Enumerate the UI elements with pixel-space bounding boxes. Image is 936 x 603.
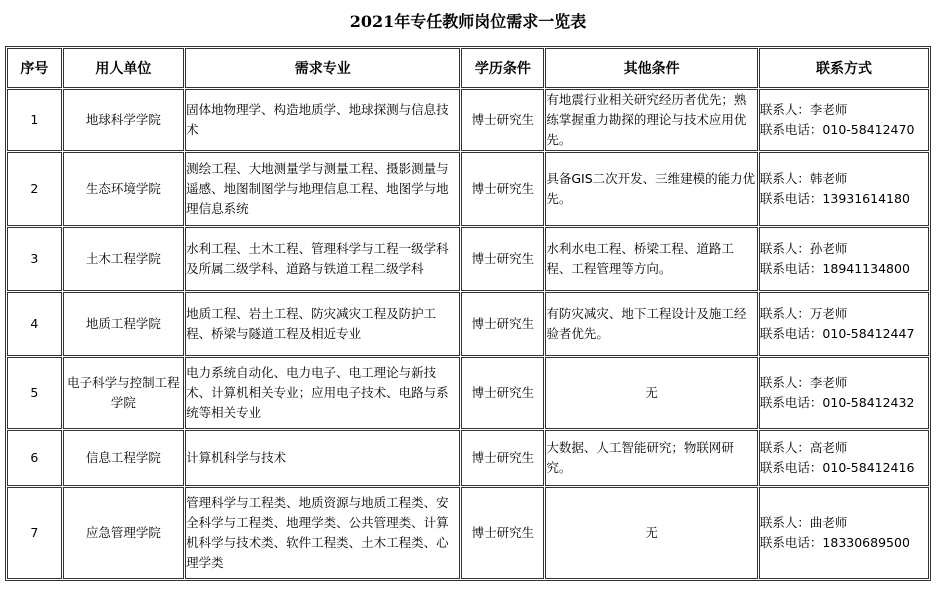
cell-other: 有防灾减灾、地下工程设计及施工经验者优先。: [545, 292, 758, 356]
cell-no: 6: [7, 430, 62, 486]
cell-degree: 博士研究生: [461, 357, 544, 429]
cell-no: 3: [7, 227, 62, 291]
cell-major: 测绘工程、大地测量学与测量工程、摄影测量与遥感、地图制图学与地理信息工程、地图学与地理信息系统: [185, 152, 460, 226]
cell-major: 管理科学与工程类、地质资源与地质工程类、安全科学与工程类、地理学类、公共管理类、计算机科学与技术类、软件工程类、土木工程类、心理学类: [185, 487, 460, 579]
contact-person: 联系人：李老师: [759, 375, 848, 390]
cell-unit: 生态环境学院: [63, 152, 184, 226]
cell-unit: 信息工程学院: [63, 430, 184, 486]
table-row: [7, 430, 929, 486]
contact-person: 联系人：孙老师: [759, 241, 848, 256]
page-title: 2021年专任教师岗位需求一览表: [349, 12, 587, 31]
table-row: [7, 152, 929, 226]
cell-contact: [759, 152, 929, 226]
cell-no: 1: [7, 89, 62, 151]
contact-person: 联系人：曲老师: [759, 515, 848, 530]
cell-unit: 地质工程学院: [63, 292, 184, 356]
cell-degree: 博士研究生: [461, 292, 544, 356]
cell-contact: [759, 227, 929, 291]
header-no: 序号: [7, 48, 62, 88]
cell-unit: 电子科学与控制工程学院: [63, 357, 184, 429]
cell-contact: [759, 430, 929, 486]
table-row: [7, 487, 929, 579]
cell-degree: 博士研究生: [461, 430, 544, 486]
cell-no: 2: [7, 152, 62, 226]
cell-other: 无: [545, 357, 758, 429]
table-row: [7, 89, 929, 151]
cell-contact: [759, 89, 929, 151]
header-major: 需求专业: [185, 48, 460, 88]
cell-unit: 应急管理学院: [63, 487, 184, 579]
cell-no: 5: [7, 357, 62, 429]
cell-other: 大数据、人工智能研究；物联网研究。: [545, 430, 758, 486]
cell-contact: [759, 292, 929, 356]
cell-other: 无: [545, 487, 758, 579]
cell-other: 水利水电工程、桥梁工程、道路工程、工程管理等方向。: [545, 227, 758, 291]
contact-person: 联系人：李老师: [759, 102, 848, 117]
header-contact: 联系方式: [759, 48, 929, 88]
cell-degree: 博士研究生: [461, 487, 544, 579]
cell-unit: 土木工程学院: [63, 227, 184, 291]
cell-major: 电力系统自动化、电力电子、电工理论与新技术、计算机相关专业；应用电子技术、电路与系统等相关专业: [185, 357, 460, 429]
contact-phone: 联系电话：010-58412432: [759, 395, 915, 410]
header-unit: 用人单位: [63, 48, 184, 88]
table-row: [7, 357, 929, 429]
cell-contact: [759, 357, 929, 429]
cell-major: 计算机科学与技术: [185, 430, 460, 486]
cell-no: 4: [7, 292, 62, 356]
contact-person: 联系人：高老师: [759, 440, 848, 455]
cell-major: 地质工程、岩土工程、防灾减灾工程及防护工程、桥梁与隧道工程及相近专业: [185, 292, 460, 356]
contact-phone: 联系电话：010-58412470: [759, 122, 915, 137]
cell-degree: 博士研究生: [461, 89, 544, 151]
table-header-row: [7, 48, 929, 88]
contact-phone: 联系电话：13931614180: [759, 191, 910, 206]
cell-other: 有地震行业相关研究经历者优先；熟练掌握重力勘探的理论与技术应用优先。: [545, 89, 758, 151]
cell-unit: 地球科学学院: [63, 89, 184, 151]
contact-person: 联系人：万老师: [759, 306, 848, 321]
cell-no: 7: [7, 487, 62, 579]
table-row: [7, 227, 929, 291]
contact-phone: 联系电话：010-58412447: [759, 326, 915, 341]
table-row: [7, 292, 929, 356]
header-other: 其他条件: [545, 48, 758, 88]
cell-other: 具备GIS二次开发、三维建模的能力优先。: [545, 152, 758, 226]
cell-major: 固体地物理学、构造地质学、地球探测与信息技术: [185, 89, 460, 151]
contact-phone: 联系电话：18941134800: [759, 261, 910, 276]
contact-phone: 联系电话：010-58412416: [759, 460, 915, 475]
header-degree: 学历条件: [461, 48, 544, 88]
cell-degree: 博士研究生: [461, 152, 544, 226]
cell-degree: 博士研究生: [461, 227, 544, 291]
cell-contact: [759, 487, 929, 579]
contact-phone: 联系电话：18330689500: [759, 535, 910, 550]
job-requirements-table: [5, 46, 931, 581]
cell-major: 水利工程、土木工程、管理科学与工程一级学科及所属二级学科、道路与铁道工程二级学科: [185, 227, 460, 291]
contact-person: 联系人：韩老师: [759, 171, 848, 186]
